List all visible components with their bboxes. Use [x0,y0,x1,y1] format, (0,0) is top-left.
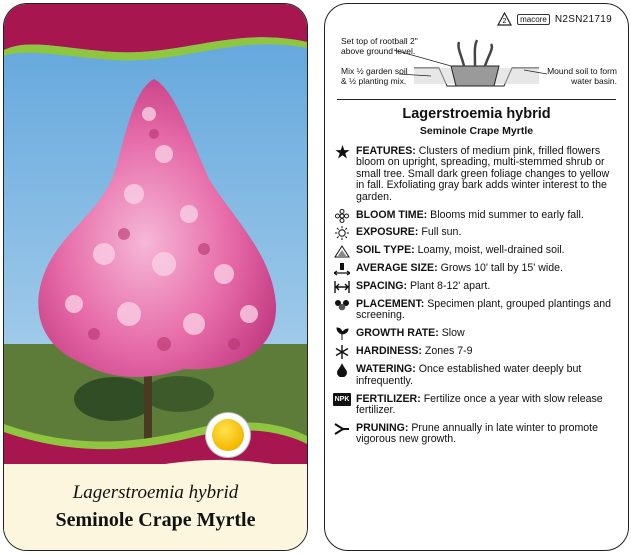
snowflake-icon [334,345,350,359]
attribute-watering [334,364,620,387]
divider [337,99,616,100]
attribute-text: Once established water deeply but infrequently. [356,363,582,387]
full-sun-icon [206,413,250,457]
attribute-fertilizer [334,394,620,417]
macore-badge: macore [517,14,550,25]
attribute-label: WATERING: [356,363,416,376]
spacing-icon [334,280,350,294]
attribute-placement [334,299,620,322]
attribute-soil-type [334,245,620,256]
attribute-features [334,146,620,203]
attribute-label: FEATURES: [356,145,416,157]
attribute-bloom-time [334,210,620,221]
recycle-icon [497,12,512,26]
attribute-text: Slow [441,327,465,340]
pruning-shears-icon [334,422,350,436]
growth-icon [334,327,350,341]
diagram-note-left: Mix ½ garden soil & ½ planting mix. [341,66,408,86]
sun-icon [334,226,350,240]
npk-icon [334,393,350,407]
attribute-label: PLACEMENT: [356,298,425,311]
label-header [497,12,612,26]
planting-diagram [339,36,617,100]
back-common-name: Seminole Crape Myrtle [419,125,534,137]
attribute-text: Zones 7-9 [424,345,473,358]
back-card [324,3,629,551]
attribute-label: BLOOM TIME: [356,208,428,221]
attribute-pruning [334,423,620,446]
attribute-average-size [334,263,620,274]
attribute-label: PRUNING: [356,421,409,434]
attribute-exposure [334,227,620,238]
product-code: N2SN21719 [554,13,612,25]
attribute-growth-rate [334,328,620,339]
diagram-note-top: Set top of rootball 2" above ground level. [341,36,418,56]
star-icon [334,145,350,159]
attribute-text: Grows 10' tall by 15' wide. [440,262,563,275]
attribute-text: Plant 8-12' apart. [409,280,491,293]
attribute-text: Clusters of medium pink, frilled flowers bloom on upright, spreading, multi-stemmed shrub or small tree. Small dark green foliage changes to yellow in fall. Exfoliating gray bark adds winter interest to the garden. [356,145,610,203]
attribute-label: SPACING: [356,280,408,293]
attribute-label: AVERAGE SIZE: [356,262,438,275]
attribute-label: SOIL TYPE: [356,244,415,257]
attribute-spacing [334,281,620,292]
front-card [3,3,308,551]
placement-icon [334,298,350,312]
flower-icon [334,209,350,223]
attribute-text: Loamy, moist, well-drained soil. [417,244,565,257]
attribute-label: FERTILIZER: [356,392,421,405]
attribute-hardiness [334,346,620,357]
npk-icon-label: NPK [333,393,351,406]
plant-photo [4,4,307,464]
front-latin-name: Lagerstroemia hybrid [72,482,239,503]
svg-text:2: 2 [502,18,507,25]
front-common-name: Seminole Crape Myrtle [55,509,256,531]
attribute-text: Specimen plant, grouped plantings and screening. [356,298,611,322]
attribute-label: HARDINESS: [356,345,422,358]
back-latin-name: Lagerstroemia hybrid [402,106,551,122]
attribute-text: Fertilize once a year with slow release fertilizer. [356,392,603,416]
diagram-note-right: Mound soil to form water basin. [547,66,617,86]
attribute-label: EXPOSURE: [356,226,419,239]
attribute-list [334,146,620,452]
soil-icon [334,244,350,258]
water-drop-icon [334,363,350,377]
size-icon [334,262,350,276]
attribute-text: Blooms mid summer to early fall. [430,208,584,221]
attribute-text: Prune annually in late winter to promote vigorous new growth. [356,421,599,446]
attribute-text: Full sun. [421,226,462,239]
attribute-label: GROWTH RATE: [356,327,439,340]
